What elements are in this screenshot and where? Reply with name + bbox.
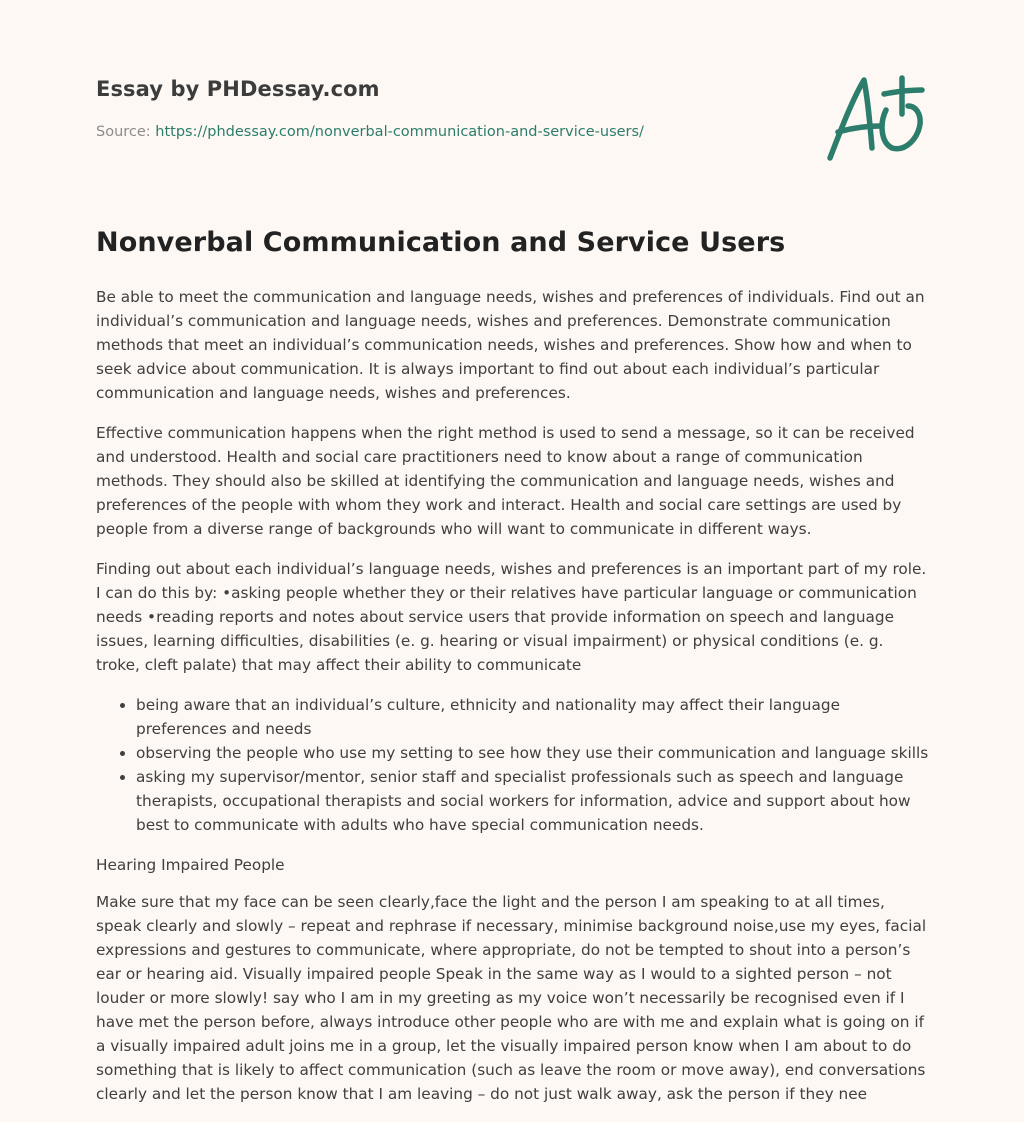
source-line — [96, 124, 644, 140]
essay-body — [96, 285, 932, 1122]
site-brand: Essay by PHDessay.com — [96, 77, 380, 101]
list-item: • asking my supervisor/mentor, senior staff and specialist professionals such as speech and language therapists, occupational therapists and social workers for information, advice and support about how best to communicate with adults who have special communication needs. — [136, 765, 932, 837]
paragraph: Effective communication happens when the right method is used to send a message, so it can be received and understood. Health and social care practitioners need to know about a range of communication methods. They should also be skilled at identifying the communication and language needs, wishes and preferences of the people with whom they work and interact. Health and social care settings are used by people from a diverse range of backgrounds who will want to communicate in different ways. — [96, 424, 915, 538]
a-plus-logo-icon — [826, 70, 926, 164]
paragraph: Be able to meet the communication and language needs, wishes and preferences of individuals. Find out an individual’s communication and language needs, wishes and preferences. Demonstrate communication methods that meet an individual’s communication needs, wishes and preferences. Show how and when to seek advice about communication. It is always important to find out about each individual’s particular communication and language needs, wishes and preferences. — [96, 288, 925, 402]
paragraph: Finding out about each individual’s language needs, wishes and preferences is an important part of my role. I can do this by: •asking people whether they or their relatives have particular language or communication needs •reading reports and notes about service users that provide information on speech and language issues, learning difficulties, disabilities (e. g. hearing or visual impairment) or physical conditions (e. g. troke, cleft palate) that may affect their ability to communicate — [96, 560, 927, 674]
essay-title: Nonverbal Communication and Service Users — [96, 227, 786, 258]
paragraph: Make sure that my face can be seen clearly,face the light and the person I am speaking to at all times, speak clearly and slowly – repeat and rephrase if necessary, minimise background noise,use my eyes, facial expressions and gestures to communicate, where appropriate, do not be tempted to shout into a person’s ear or hearing aid. Visually impaired people Speak in the same way as I would to a sighted person – not louder or more slowly! say who I am in my greeting as my voice won’t necessarily be recognised even if I have met the person before, always introduce other people who are with me and explain what is going on if a visually impaired adult joins me in a group, let the visually impaired person know when I am about to do something that is likely to affect communication (such as leave the room or move away), end conversations clearly and let the person know that I am leaving – do not just walk away, ask the person if they nee — [96, 893, 927, 1103]
list-item: • observing the people who use my setting to see how they use their communication and language skills — [136, 741, 932, 765]
section-subheading: Hearing Impaired People — [96, 856, 285, 874]
list-item: • being aware that an individual’s culture, ethnicity and nationality may affect their language preferences and needs — [136, 693, 932, 741]
bullet-list — [96, 693, 932, 837]
source-link[interactable]: https://phdessay.com/nonverbal-communication-and-service-users/ — [155, 124, 644, 140]
source-label: Source: — [96, 124, 156, 140]
